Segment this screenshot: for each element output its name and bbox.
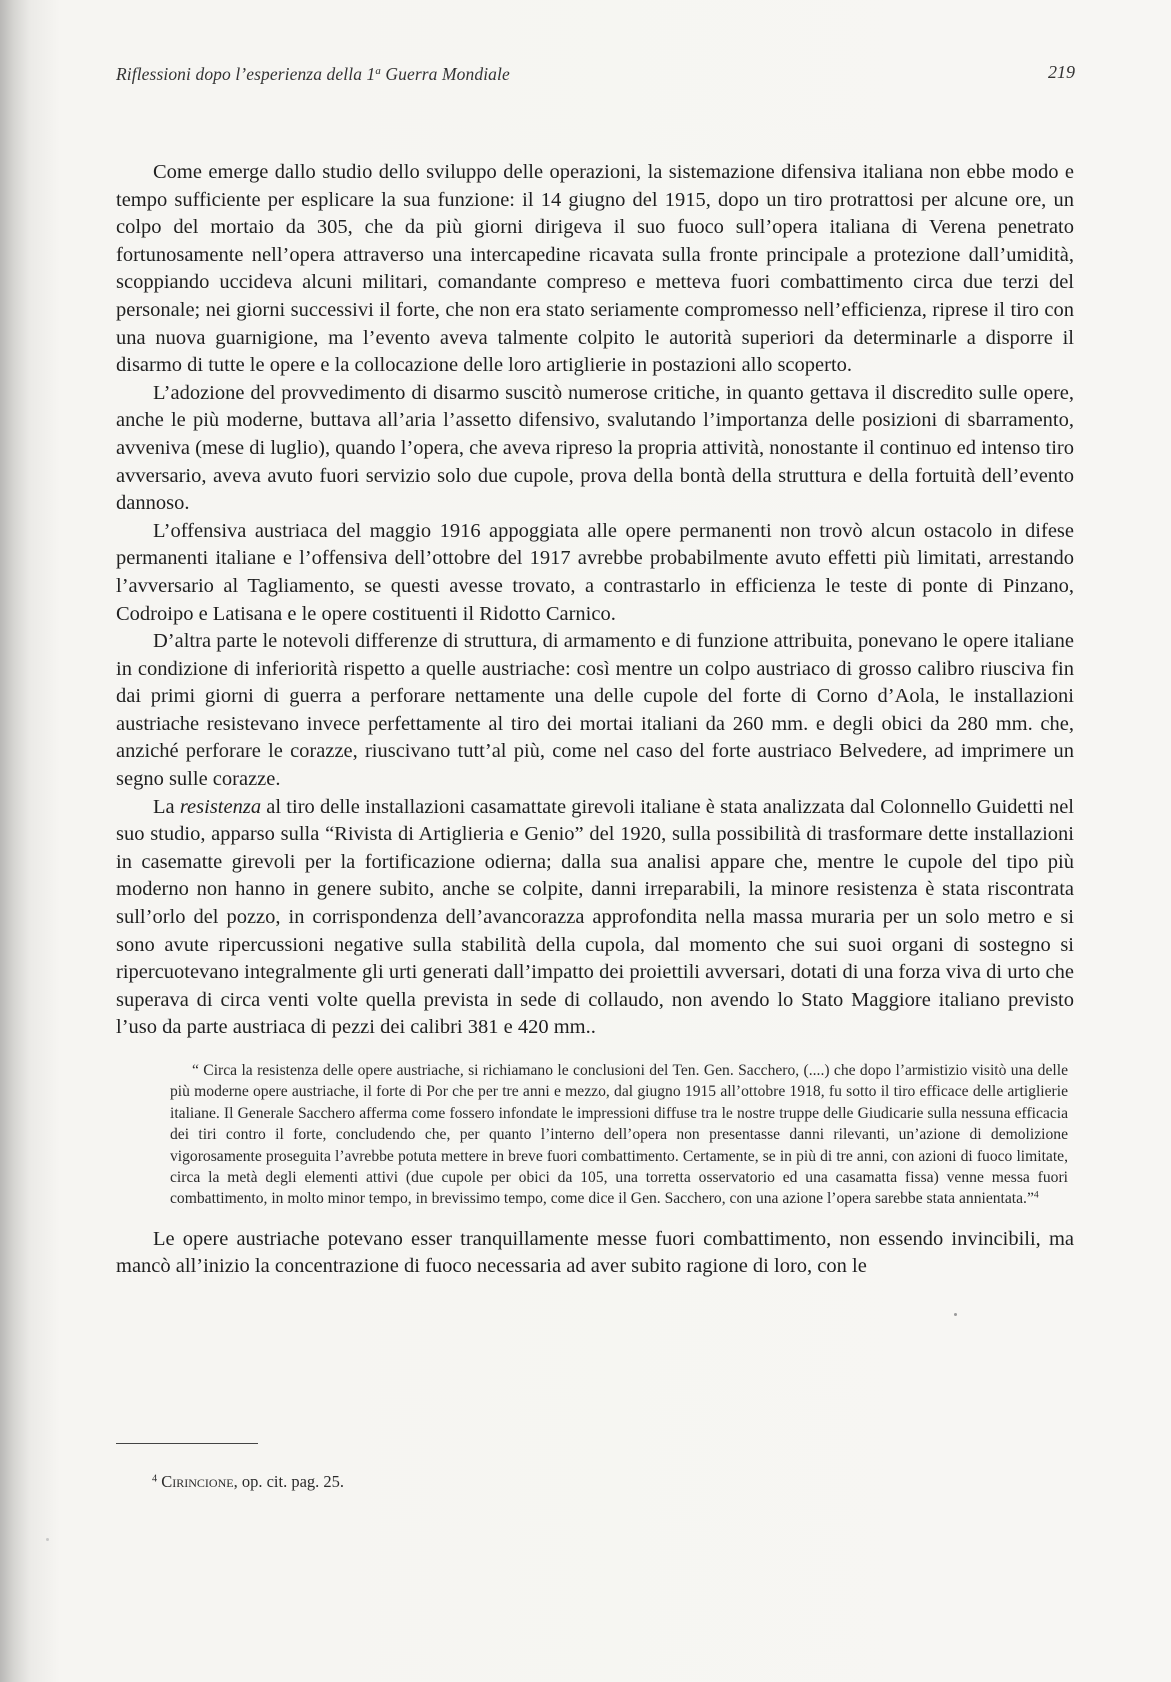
paragraph-5-rest: al tiro delle installazioni casamattate girevoli italiane è stata analizzata dal Colonnello Guidetti nel suo studio, apparso sulla “Rivista di Artiglieria e Genio” del 1920, sulla possibilità di trasformare dette installazioni in casematte girevoli per la fortificazione odierna; dalla sua analisi appare che, mentre le cupole del tipo più moderno non hanno in genere subito, anche se colpite, danni irreparabili, la minore resistenza è stata riscontrata sull’orlo del pozzo, in corrispondenza dell’avancorazza approfondita nella massa muraria per un solo metro e si sono avute ripercussioni negative sulla stabilità della cupola, dal momento che sui suoi organi di sostegno si ripercuotevano integralmente gli urti generati dall’impatto dei proiettili avversari, dotati di una forza viva di urto che superava di circa venti volte quella prevista in sede di collaudo, non avendo lo Stato Maggiore italiano previsto l’uso da parte austriaca di pezzi dei calibri 381 e 420 mm.. [116, 795, 1074, 1039]
paragraph-4: D’altra parte le notevoli differenze di struttura, di armamento e di funzione attribuita, ponevano le opere italiane in condizione di inferiorità rispetto a quelle austriache: così mentre un colpo austriaco di grosso calibro riusciva fin dai primi giorni di guerra a perforare nettamente una delle cupole del forte di Corno d’Aola, le installazioni austriache resistevano invece perfettamente al tiro dei mortai italiani da 260 mm. e degli obici da 280 mm. che, anziché perforare le corazze, riuscivano tutt’al più, come nel caso del forte austriaco Belvedere, ad imprimere un segno sulle corazze. [116, 630, 1074, 791]
footnote-citation: , op. cit. pag. 25. [233, 1472, 345, 1491]
block-quote-text: “ Circa la resistenza delle opere austriache, si richiamano le conclusioni del Ten. Gen. Sacchero, (....) che dopo l’armistizio visitò una delle più moderne opere austriache, il forte di Por che per tre anni e mezzo, dal giugno 1915 all’ottobre 1918, fu sotto il tiro efficace delle artiglierie italiane. Il Generale Sacchero afferma come fossero infondate le impressioni diffuse tra le nostre truppe delle Giudicarie sulla nessuna efficacia dei tiri contro il forte, concludendo che, per quanto l’interno dell’opera non presentasse danni rilevanti, un’azione di demolizione vigorosamente proseguita l’avrebbe potuta mettere in breve fuori combattimento. Certamente, se in più di tre anni, con azioni di fuoco limitate, circa la metà degli elementi attivi (due cupole per obici da 105, una torretta osservatorio ed una casamatta fissa) venne messa fuori combattimento, in molto minor tempo, in brevissimo tempo, come dice il Gen. Sacchero, con una azione l’opera sarebbe stata annientata.” [170, 1062, 1068, 1208]
paragraph-1: Come emerge dallo studio dello sviluppo delle operazioni, la sistemazione difensiva italiana non ebbe modo e tempo sufficiente per esplicare la sua funzione: il 14 giugno del 1915, dopo un tiro protrattosi per alcune ore, un colpo del mortaio da 305, che da più giorni dirigeva il suo fuoco sull’opera italiana di Verena penetrato fortunosamente nell’opera attraverso una intercapedine ricavata sulla fronte principale a protezione dall’umidità, scoppiando uccideva alcuni militari, comandante compreso e metteva fuori combattimento circa due terzi del personale; nei giorni successivi il forte, che non era stato seriamente compromesso nell’efficienza, riprese il tiro con una nuova guarnigione, ma l’evento aveva talmente colpito le autorità superiori da determinarle a disporre il disarmo di tutte le opere e la collocazione delle loro artiglierie in postazioni allo scoperto. [116, 161, 1074, 377]
paragraph-5 [116, 794, 1074, 1042]
footnote-reference[interactable]: 4 [1033, 1190, 1039, 1202]
body-text [116, 159, 1074, 1281]
running-head [116, 64, 510, 85]
running-head-prefix: Riflessioni dopo l’esperienza della 1 [116, 64, 376, 84]
running-head-superscript: a [375, 65, 381, 78]
block-quote [170, 1060, 1068, 1210]
paper-speck [46, 1538, 49, 1541]
paragraph-6: Le opere austriache potevano esser tranquillamente messe fuori combattimento, non essendo invincibili, ma mancò all’inizio la concentrazione di fuoco necessaria ad aver subito ragione di loro, con le [116, 1227, 1074, 1278]
running-head-suffix: Guerra Mondiale [380, 64, 510, 84]
footnote-author: Cirincione [161, 1472, 234, 1491]
page-number: 219 [1048, 62, 1075, 82]
paragraph-3: L’offensiva austriaca del maggio 1916 appoggiata alle opere permanenti non trovò alcun ostacolo in difese permanenti italiane e l’offensiva dell’ottobre del 1917 avrebbe probabilmente avuto effetti più limitati, arrestando l’avversario al Tagliamento, se questi avesse trovato, a contrastarlo in efficienza le teste di ponte di Pinzano, Codroipo e Latisana e le opere costituenti il Ridotto Carnico. [116, 519, 1074, 625]
paragraph-5-start: La [153, 795, 180, 818]
paragraph-5-emphasis: resistenza [179, 795, 262, 818]
paper-speck [954, 1313, 957, 1316]
footnote-separator [116, 1443, 258, 1444]
paragraph-2: L’adozione del provvedimento di disarmo suscitò numerose critiche, in quanto gettava il discredito sulle opere, anche le più moderne, buttava all’aria l’assetto difensivo, svalutando l’importanza delle posizioni di sbarramento, avveniva (mese di luglio), quando l’opera, che aveva ripreso la propria attività, nonostante il continuo ed intenso tiro avversario, aveva avuto fuori servizio solo due cupole, prova della bontà della struttura e della fortuità dell’evento dannoso. [116, 381, 1074, 515]
footnote [152, 1472, 344, 1492]
footnote-number: 4 [152, 1473, 158, 1485]
